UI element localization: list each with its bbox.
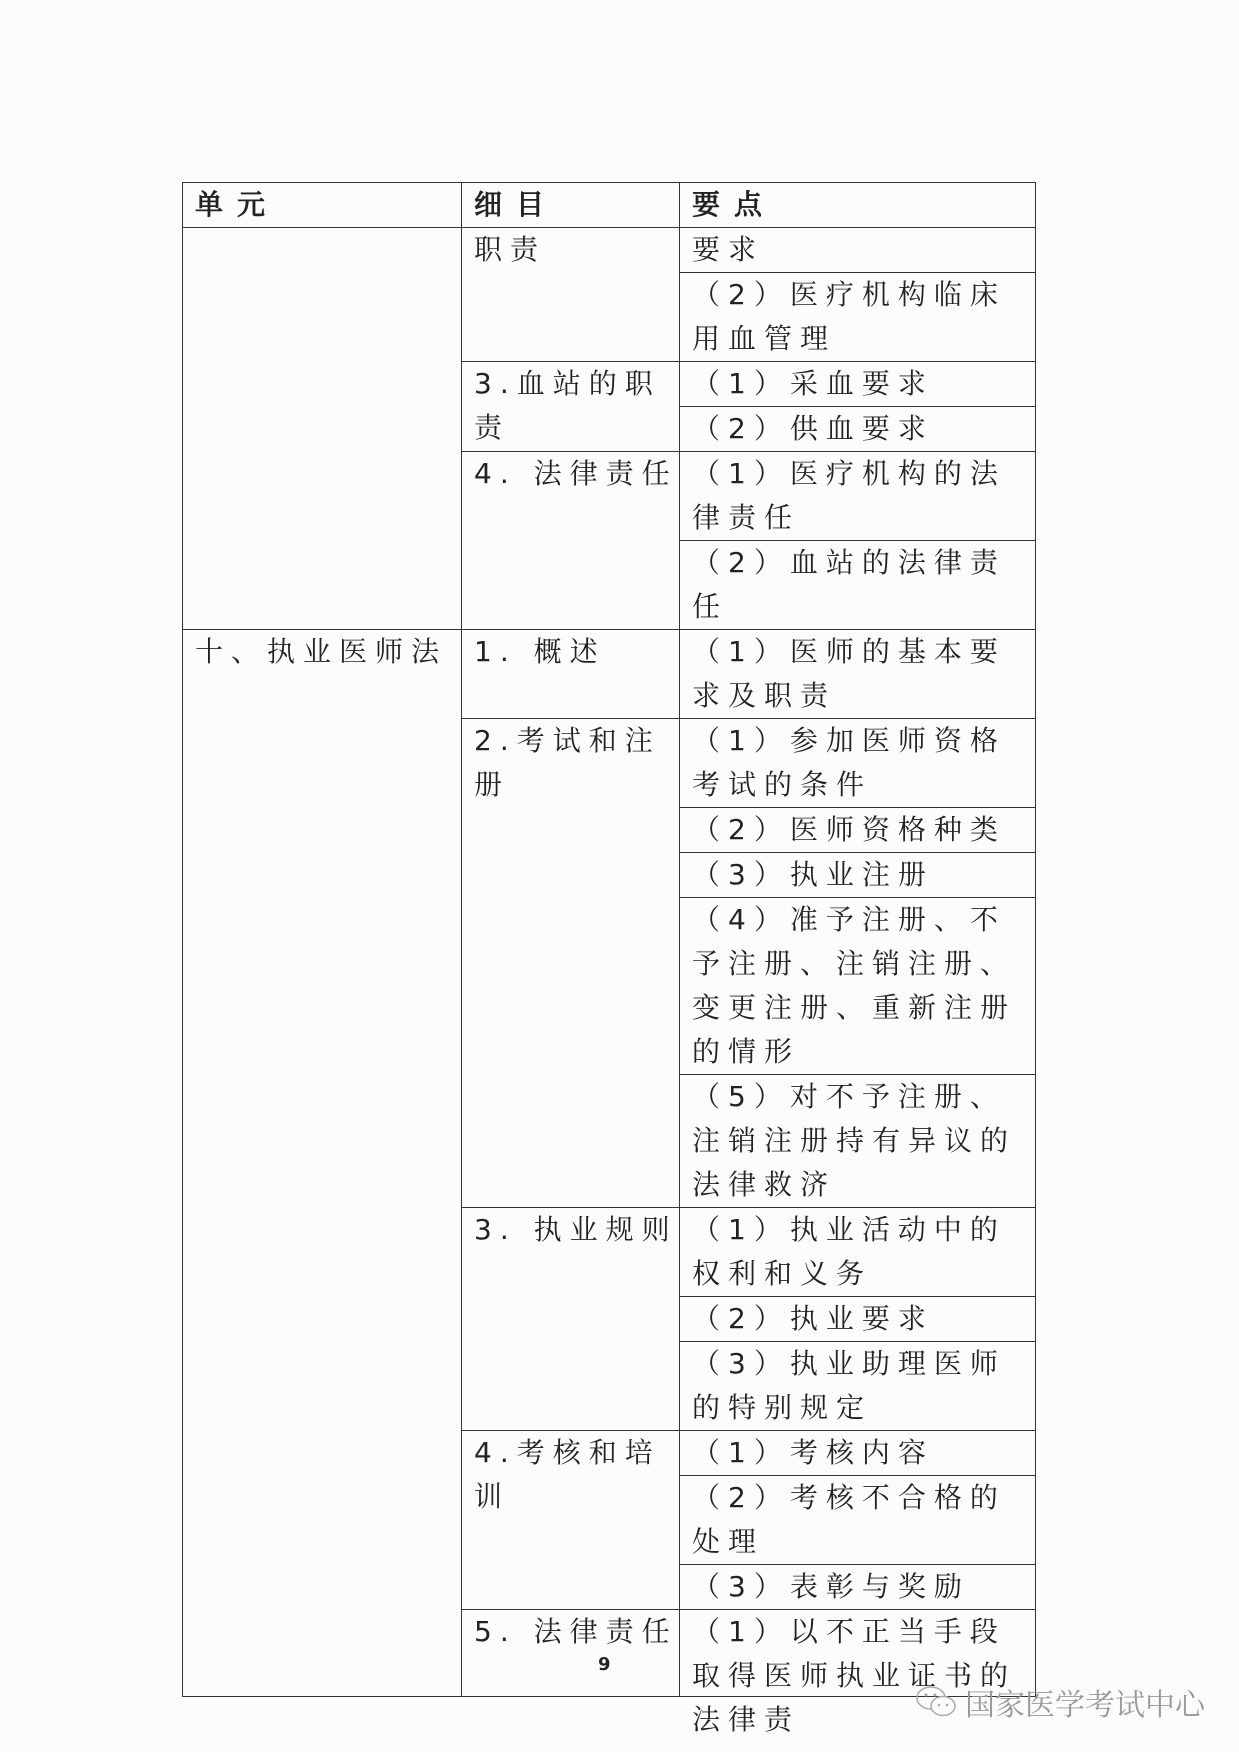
wechat-icon: [915, 1684, 959, 1720]
point-cell: （3）执业注册: [680, 853, 1036, 898]
point-cell: （3）执业助理医师的特别规定: [680, 1342, 1036, 1431]
point-cell: （1）考核内容: [680, 1431, 1036, 1476]
point-cell: （4）准予注册、不予注册、注销注册、变更注册、重新注册的情形: [680, 898, 1036, 1075]
watermark-text: 国家医学考试中心: [965, 1688, 1205, 1723]
header-points: 要点: [680, 183, 1036, 228]
table-row: [183, 228, 1036, 273]
item-cell: 职责: [462, 228, 680, 362]
item-cell: 4.考核和培训: [462, 1431, 680, 1610]
point-cell: （2）执业要求: [680, 1297, 1036, 1342]
item-cell: 5. 法律责任: [462, 1610, 680, 1697]
item-cell: 2.考试和注册: [462, 719, 680, 1208]
unit-cell: 十、执业医师法: [183, 630, 462, 1697]
point-cell: 要求: [680, 228, 1036, 273]
point-cell: （1）医师的基本要求及职责: [680, 630, 1036, 719]
item-cell: 3.血站的职责: [462, 362, 680, 452]
header-item: 细目: [462, 183, 680, 228]
page-number: 9: [598, 1654, 611, 1675]
point-cell: （2）血站的法律责任: [680, 541, 1036, 630]
point-cell: （1）采血要求: [680, 362, 1036, 407]
point-cell: （2）医疗机构临床用血管理: [680, 273, 1036, 362]
syllabus-table: [182, 182, 1036, 1736]
item-cell: 1. 概述: [462, 630, 680, 719]
header-row: [183, 183, 1036, 228]
header-unit: 单元: [183, 183, 462, 228]
unit-cell: [183, 228, 462, 630]
table-row: [183, 630, 1036, 719]
item-cell: 4. 法律责任: [462, 452, 680, 630]
point-cell: （3）表彰与奖励: [680, 1565, 1036, 1610]
watermark: [915, 1680, 1205, 1724]
point-cell: （1）医疗机构的法律责任: [680, 452, 1036, 541]
point-cell: （2）考核不合格的处理: [680, 1476, 1036, 1565]
point-cell: （2）医师资格种类: [680, 808, 1036, 853]
point-cell: （1）参加医师资格考试的条件: [680, 719, 1036, 808]
point-text: （1）以不正当手段取得医师执业证书的法律责: [692, 1615, 1017, 1736]
point-cell: （1）执业活动中的权利和义务: [680, 1208, 1036, 1297]
point-cell: （2）供血要求: [680, 407, 1036, 452]
item-cell: 3. 执业规则: [462, 1208, 680, 1431]
point-cell: （5）对不予注册、注销注册持有异议的法律救济: [680, 1075, 1036, 1208]
